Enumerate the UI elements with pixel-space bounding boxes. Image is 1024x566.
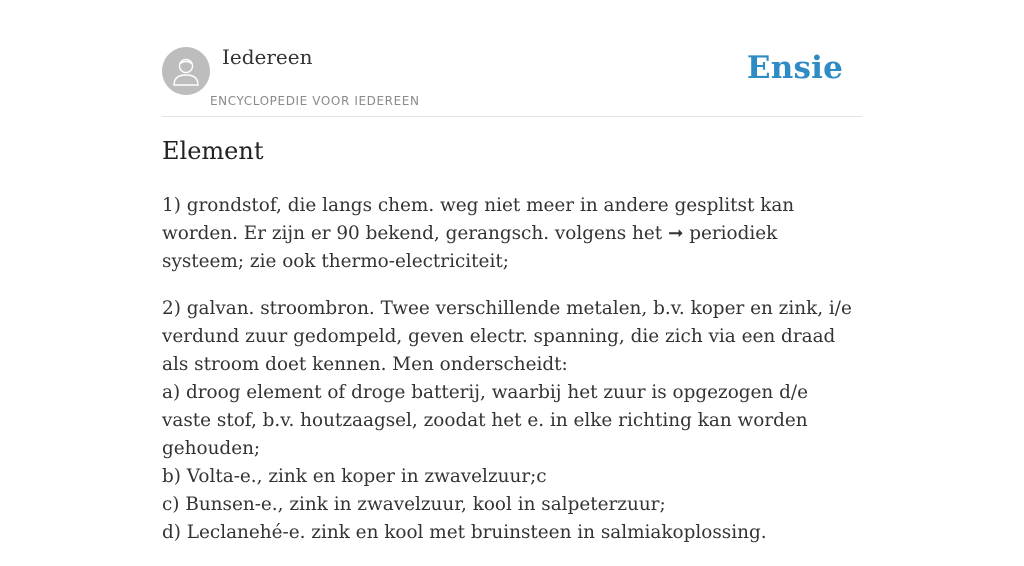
article-body	[162, 192, 862, 566]
page-title: Element	[162, 137, 264, 165]
brand-logo[interactable]: Ensie	[746, 50, 843, 86]
list-item: a) droog element of droge batterij, waarbij het zuur is opgezogen d/e vaste stof, b.v. houtzaagsel, zoodat het e. in elke richting kan worden gehouden;	[162, 382, 808, 459]
tagline: ENCYCLOPEDIE VOOR IEDEREEN	[210, 94, 420, 108]
paragraph-2-intro: 2) galvan. stroombron. Twee verschillende metalen, b.v. koper en zink, i/e verdund zuur gedompeld, geven electr. spanning, die zich via een draad als stroom doet kennen. Men onderscheidt:	[162, 298, 852, 375]
avatar[interactable]	[162, 47, 210, 95]
user-icon	[162, 47, 210, 95]
list-item: c) Bunsen-e., zink in zwavelzuur, kool in salpeterzuur;	[162, 494, 666, 515]
author-name[interactable]: Iedereen	[222, 45, 313, 69]
list-item: d) Leclanehé-e. zink en kool met bruinsteen in salmiakoplossing.	[162, 522, 767, 543]
paragraph-1: 1) grondstof, die langs chem. weg niet meer in andere gesplitst kan worden. Er zijn er 90 bekend, gerangsch. volgens het ➞ periodiek systeem; zie ook thermo-electriciteit;	[162, 195, 795, 272]
header	[162, 0, 862, 117]
paragraph-2	[162, 295, 862, 547]
page	[162, 0, 862, 543]
list-item: b) Volta-e., zink en koper in zwavelzuur;c	[162, 466, 547, 487]
